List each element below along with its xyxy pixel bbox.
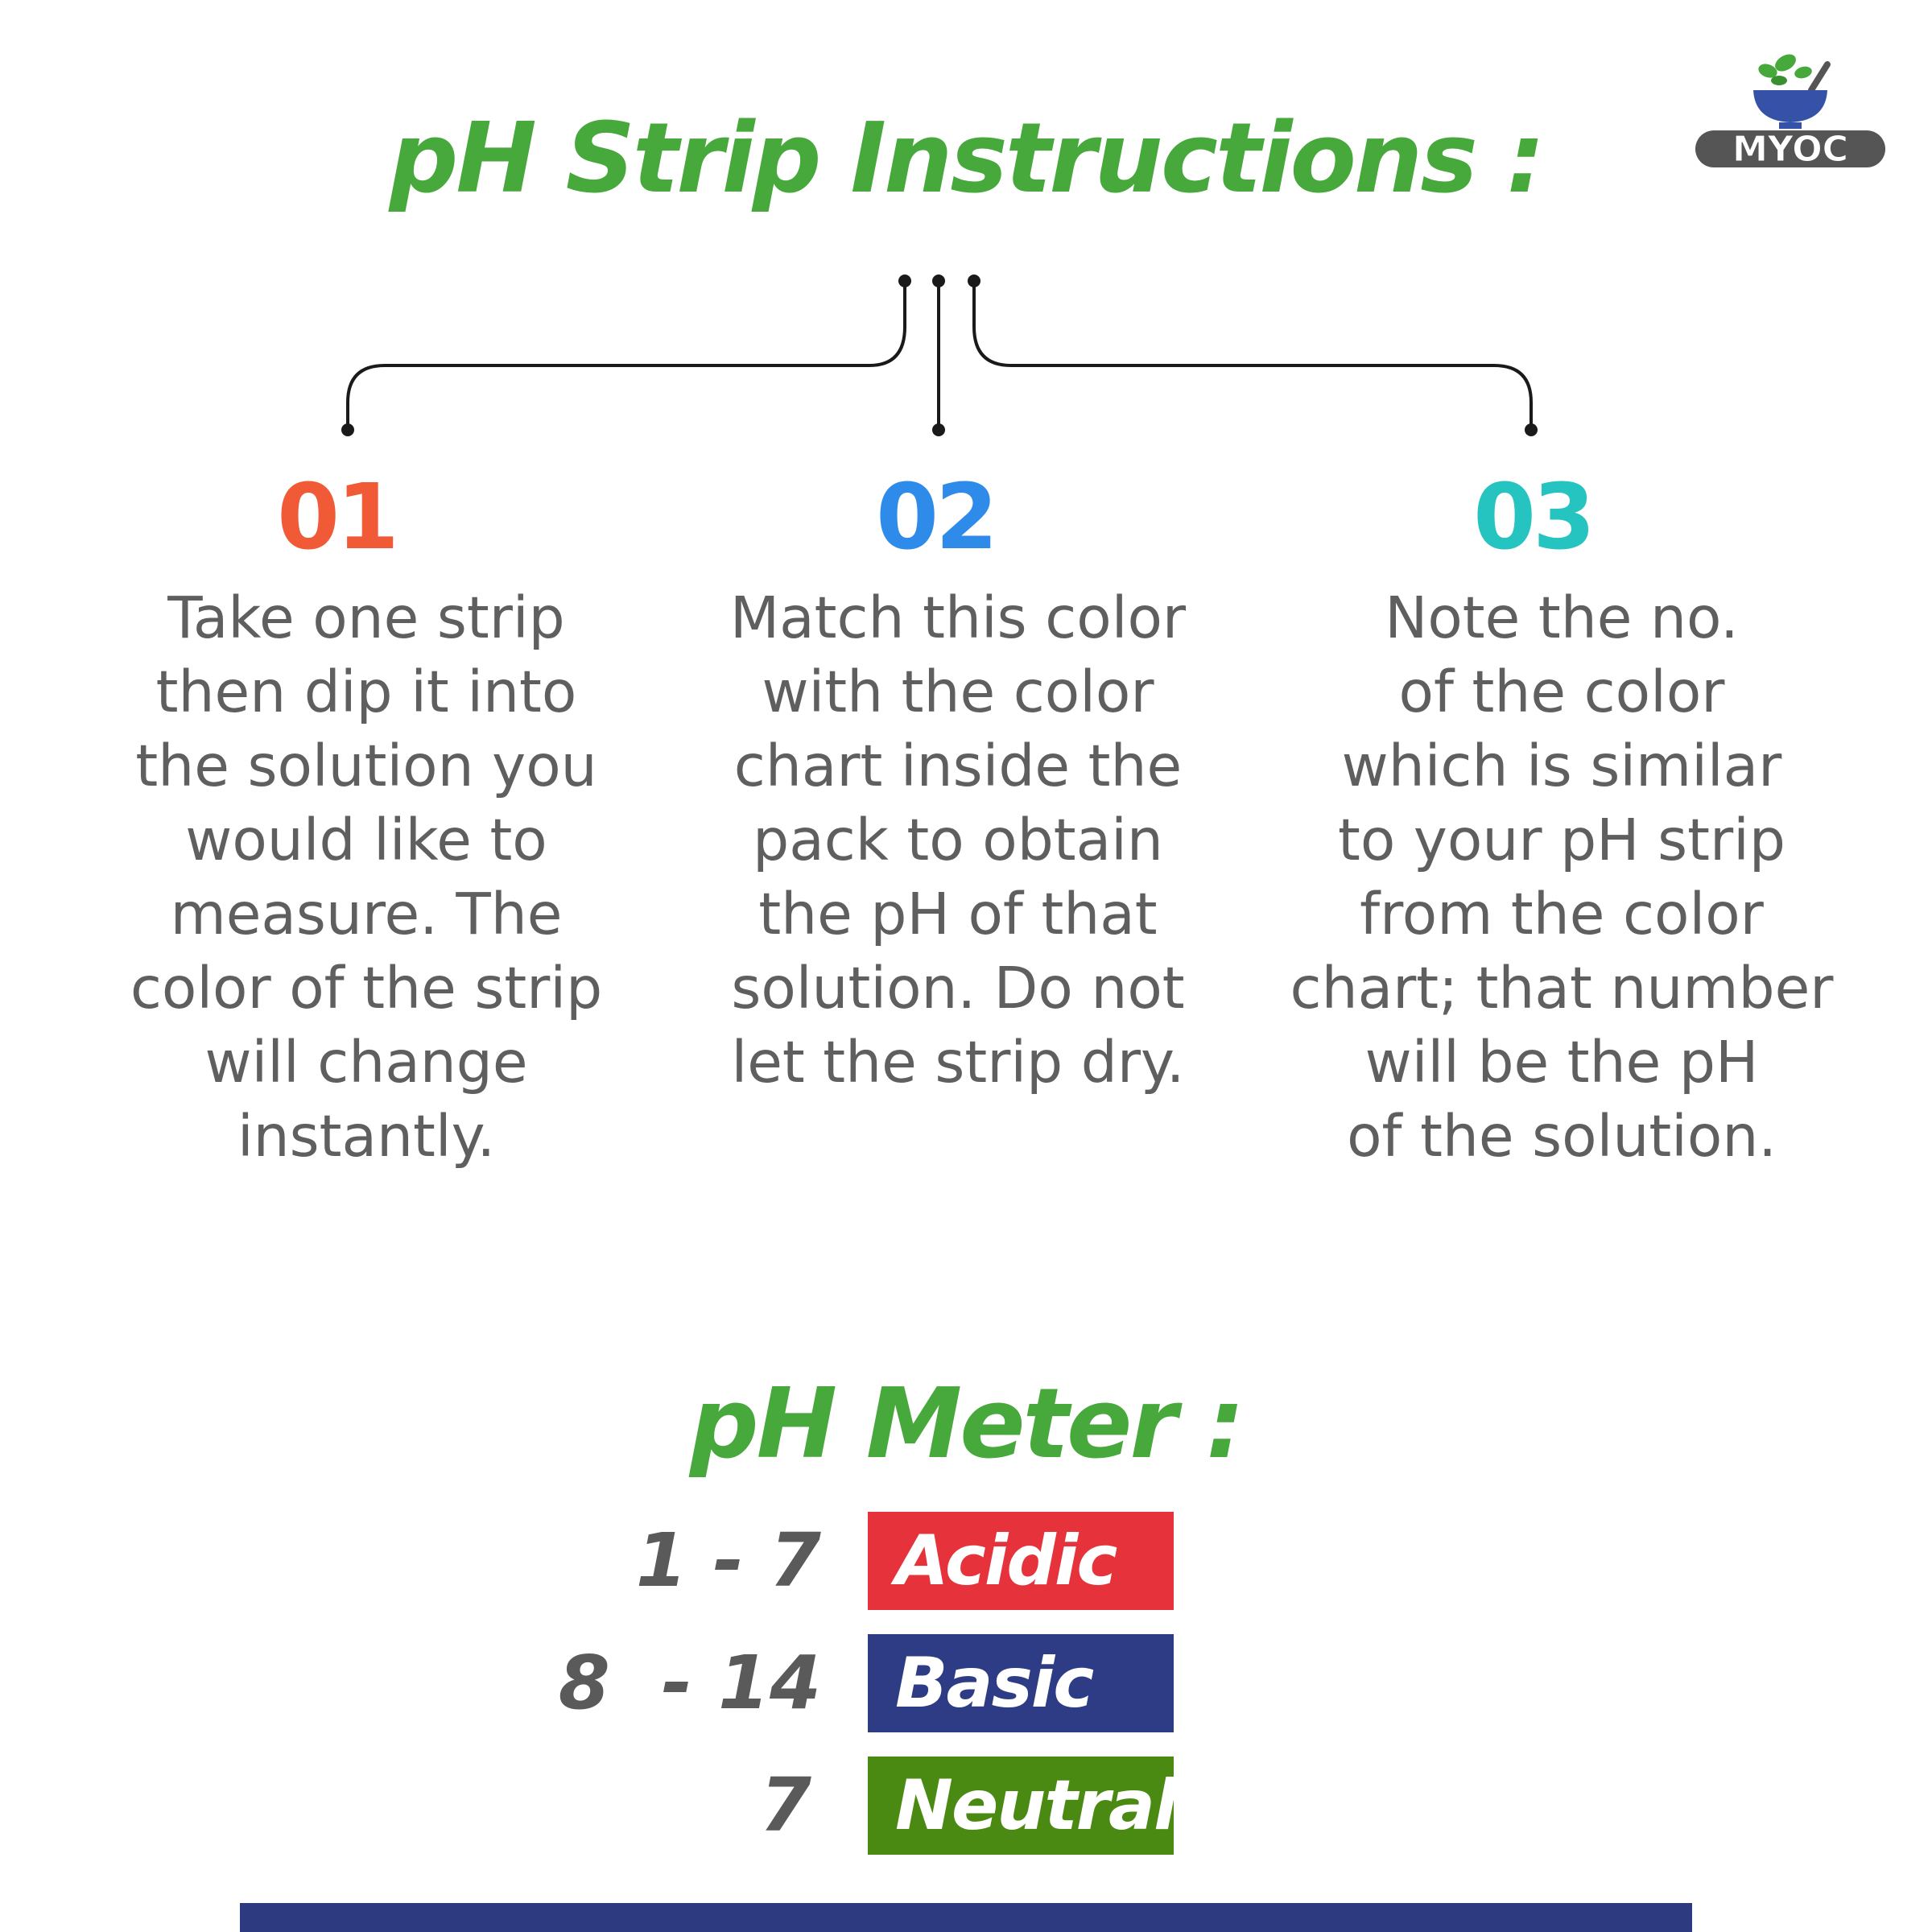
step-2-text: Match this color with the color chart inside the pack to obtain the pH of that solution. Do not let the strip dry. [729,584,1187,1096]
step-number-02: 02 [876,465,995,570]
range-acidic: 1 - 7 [635,1517,821,1604]
acidic-label: Acidic [868,1512,1174,1610]
meter-title: pH Meter : [689,1368,1243,1480]
basic-label: Basic [868,1634,1174,1732]
logo-text: MYOC [1732,129,1848,169]
step-number-01: 01 [277,465,396,570]
step-connector-lines [0,0,1932,483]
step-1-text: Take one strip then dip it into the solution you would like to measure. The color of the strip will change instantly. [130,584,603,1170]
step-3-text: Note the no. of the color which is similar to your pH strip from the color chart; that number will be the pH of the solution. [1290,584,1834,1170]
range-neutral: 7 [759,1762,811,1848]
page-title: pH Strip Instructions : [389,103,1543,215]
bottom-bar [240,1903,1692,1932]
range-basic: 8 - 14 [558,1640,821,1726]
step-number-03: 03 [1473,465,1592,570]
neutral-label: Neutral [868,1757,1174,1855]
